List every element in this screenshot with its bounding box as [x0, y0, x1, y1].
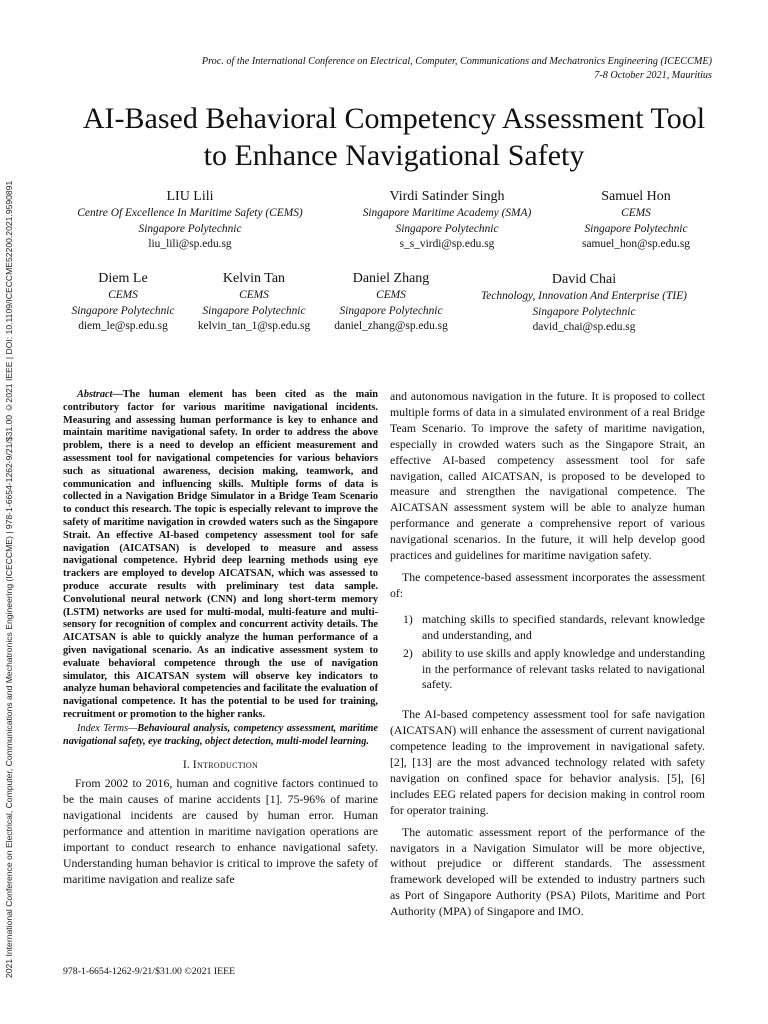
- copyright-footer: 978-1-6654-1262-9/21/$31.00 ©2021 IEEE: [63, 966, 236, 977]
- section-heading: [63, 757, 378, 773]
- conference-line-1: Proc. of the International Conference on Electrical, Computer, Communications and Mechatronics Engineering (ICECCME): [201, 56, 712, 67]
- author-block: [77, 187, 302, 253]
- conference-header: [202, 55, 712, 83]
- author-block: [582, 187, 690, 253]
- index-terms: [63, 723, 378, 749]
- author-name: Daniel Zhang: [352, 271, 430, 286]
- abstract-label: Abstract—: [77, 389, 123, 400]
- body-paragraph: and autonomous navigation in the future. It is proposed to collect multiple forms of data in a simulated environment of a real Bridge Team Scenario. To improve the safety of maritime navigation, especially in crowded waters such as the Singapore Strait, an effective AI-based competency assessment tool for safe navigation, called AICATSAN, is proposed to be developed to measure and strengthen the navigational competence. The AICATSAN assessment system will be able to analyze human performance and generate a comprehensive report of various navigational scenarios. In the future, it will help develop good practices and guidelines for maritime navigation safety.: [390, 389, 705, 563]
- paper-title: [40, 100, 748, 174]
- author-email: s_s_virdi@sp.edu.sg: [399, 238, 495, 250]
- body-paragraph: The AI-based competency assessment tool for safe navigation (AICATSAN) will enhance the assessment of current navigational competence leading to the improvement in navigational safety. [2], [13] are the most advanced technology related with safety navigation on confined space for behavior analysis. [5], [6] includes EEG related papers for decision making in control room for operator training.: [390, 707, 705, 817]
- author-name: Virdi Satinder Singh: [389, 189, 505, 204]
- author-affiliation: CEMS: [108, 289, 138, 301]
- title-line-2: to Enhance Navigational Safety: [203, 139, 585, 172]
- author-block: [71, 269, 174, 335]
- author-block: [481, 270, 687, 336]
- list-item: [390, 612, 705, 644]
- author-institution: Singapore Polytechnic: [339, 304, 443, 317]
- index-terms-text: Behavioural analysis, competency assessment, maritime navigational safety, eye tracking, object detection, multi-model learning.: [63, 722, 378, 747]
- intro-paragraph: From 2002 to 2016, human and cognitive factors continued to be the main causes of marine accidents [1]. 75-96% of marine navigational incidents are caused by human error. Human performance and attention in maritime navigation operations are important to conduct research to enhance navigational safety. Understanding human behavior is critical to improve the safety of maritime navigation and realize safe: [63, 776, 378, 886]
- abstract-text: The human element has been cited as the main contributory factor for various maritime navigational incidents. Measuring and assessing human performance is key to enhance and maintain maritime navigational safety. In order to address the above problem, there is a need to develop an efficient measurement and assessment tool for navigational competencies for various behaviors such as situational awareness, decision making, teamwork, and communication and influencing skills. Multiple forms of data is collected in a Navigation Bridge Simulator in a Bridge Team Scenario to conduct this research. The topic is especially relevant to improve the safety of maritime navigation in crowded waters such as the Singapore Strait. An effective AI-based competency assessment tool for safe navigation (AICATSAN) is developed to measure and assess navigational competence. Hybrid deep learning methods using eye trackers are employed to develop AICATSAN, which was assessed to produce accurate results with preliminary test data sample. Convolutional neural network (CNN) and long short-term memory (LSTM) networks are used for multi-modal, multi-feature and multi-sensory for recognition of complex and concurrent activity details. The AICATSAN is able to quickly analyze the human performance of a given navigational scenario. As an indicative assessment system to evaluate behavioral competence through the use of navigation simulator, this AICATSAN system will observe key indicators to analyze human behavioral competencies and facilitate the evaluation of navigational competence. It has the potential to be used for training, recruitment or promotion to the higher ranks.: [63, 389, 378, 720]
- author-email: daniel_zhang@sp.edu.sg: [334, 320, 448, 332]
- author-block: [334, 269, 448, 335]
- left-column: [63, 389, 378, 894]
- list-number: 1): [403, 611, 413, 626]
- list-number: 2): [403, 645, 413, 660]
- title-line-1: AI-Based Behavioral Competency Assessment Tool: [82, 102, 706, 135]
- author-email: diem_le@sp.edu.sg: [78, 320, 168, 332]
- author-email: samuel_hon@sp.edu.sg: [582, 238, 690, 250]
- section-title: Introduction: [192, 757, 259, 772]
- abstract: [63, 389, 378, 722]
- body-paragraph: The automatic assessment report of the performance of the navigators in a Navigation Simulator will be more objective, without prejudice or different standards. The assessment framework developed will be extended to industry partners such as Port of Singapore Authority (PSA) Pilots, Maritime and Port Authority (MPA) of Singapore and IMO.: [390, 824, 705, 919]
- author-name: Samuel Hon: [601, 189, 671, 204]
- author-name: Kelvin Tan: [222, 271, 286, 286]
- conference-line-2: 7-8 October 2021, Mauritius: [594, 70, 712, 81]
- author-institution: Singapore Polytechnic: [584, 222, 688, 235]
- index-terms-label: Index Terms—: [77, 722, 138, 734]
- author-affiliation: Singapore Maritime Academy (SMA): [362, 207, 532, 219]
- author-affiliation: Technology, Innovation And Enterprise (TIE): [481, 290, 687, 302]
- author-affiliation: CEMS: [239, 289, 269, 301]
- list-text: matching skills to specified standards, relevant knowledge and understanding, and: [422, 611, 705, 642]
- author-email: liu_lili@sp.edu.sg: [148, 238, 232, 250]
- author-block: [363, 187, 532, 253]
- body-paragraph: The competence-based assessment incorporates the assessment of:: [390, 569, 705, 600]
- author-institution: Singapore Polytechnic: [395, 222, 499, 235]
- author-block: [198, 269, 310, 335]
- author-institution: Singapore Polytechnic: [532, 305, 636, 318]
- author-institution: Singapore Polytechnic: [202, 304, 306, 317]
- author-affiliation: CEMS: [621, 207, 651, 219]
- list-text: ability to use skills and apply knowledge and understanding in the performance of relevant tasks related to navigational safety.: [422, 645, 705, 692]
- author-institution: Singapore Polytechnic: [71, 304, 175, 317]
- author-affiliation: Centre Of Excellence In Maritime Safety (CEMS): [77, 207, 303, 219]
- doi-sidebar: 2021 International Conference on Electrical, Computer, Communications and Mechatronics Engineering (ICECCME) | 978-1-6654-1262-9/21/$31.00 ©2021 IEEE | DOI: 10.1109/ICECCME52200.2021.9590891: [4, 180, 14, 978]
- author-name: LIU Lili: [166, 189, 214, 204]
- author-name: Diem Le: [98, 271, 148, 286]
- author-email: kelvin_tan_1@sp.edu.sg: [197, 320, 311, 332]
- author-name: David Chai: [551, 272, 617, 287]
- author-affiliation: CEMS: [376, 289, 406, 301]
- author-institution: Singapore Polytechnic: [138, 222, 242, 235]
- right-column: [390, 389, 705, 926]
- section-number: I.: [182, 757, 193, 772]
- competence-list: [390, 612, 705, 694]
- author-email: david_chai@sp.edu.sg: [532, 321, 636, 333]
- list-item: [390, 646, 705, 694]
